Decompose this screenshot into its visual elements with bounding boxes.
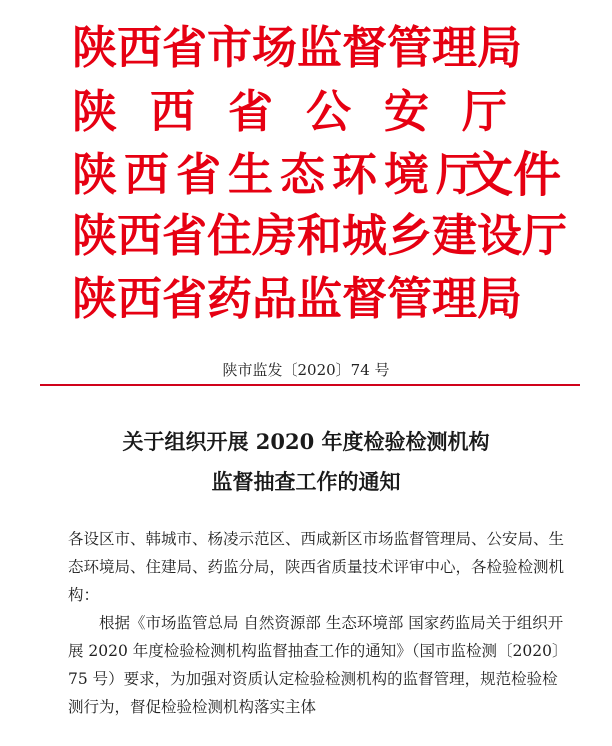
agency-line-public-security: 陕西省公安厅 bbox=[72, 85, 541, 138]
notice-title-line-1: 关于组织开展 2020 年度检验检测机构 bbox=[122, 429, 490, 454]
notice-title-line-2: 监督抽查工作的通知 bbox=[211, 469, 401, 494]
issuing-agencies-header bbox=[72, 18, 612, 328]
document-number: 陕市监发〔2020〕74 号 bbox=[222, 361, 390, 379]
document-label: 文件 bbox=[465, 147, 562, 203]
addressee-paragraph bbox=[68, 525, 564, 609]
agency-line-housing-construction: 陕西省住房和城乡建设厅 bbox=[72, 209, 568, 262]
agency-line-ecology-environment: 陕西省生态环境厅 bbox=[72, 148, 489, 201]
body-paragraph bbox=[68, 609, 564, 721]
red-divider-rule bbox=[40, 384, 580, 386]
addressee-text: 各设区市、韩城市、杨凌示范区、西咸新区市场监督管理局、公安局、生态环境局、住建局、药监分局，陕西省质量技术评审中心，各检验检测机构： bbox=[68, 530, 565, 604]
body-paragraph-text: 根据《市场监管总局 自然资源部 生态环境部 国家药监局关于组织开展 2020 年度检验检测机构监督抽查工作的通知》（国市监检测〔2020〕75 号）要求，为加强对资质认定检验检测机构的监督管理，规范检验检测行为，督促检验检测机构落实主体 bbox=[68, 614, 564, 716]
agency-line-market-regulation: 陕西省市场监督管理局 bbox=[72, 21, 523, 74]
agency-line-drug-administration: 陕西省药品监督管理局 bbox=[72, 272, 523, 325]
